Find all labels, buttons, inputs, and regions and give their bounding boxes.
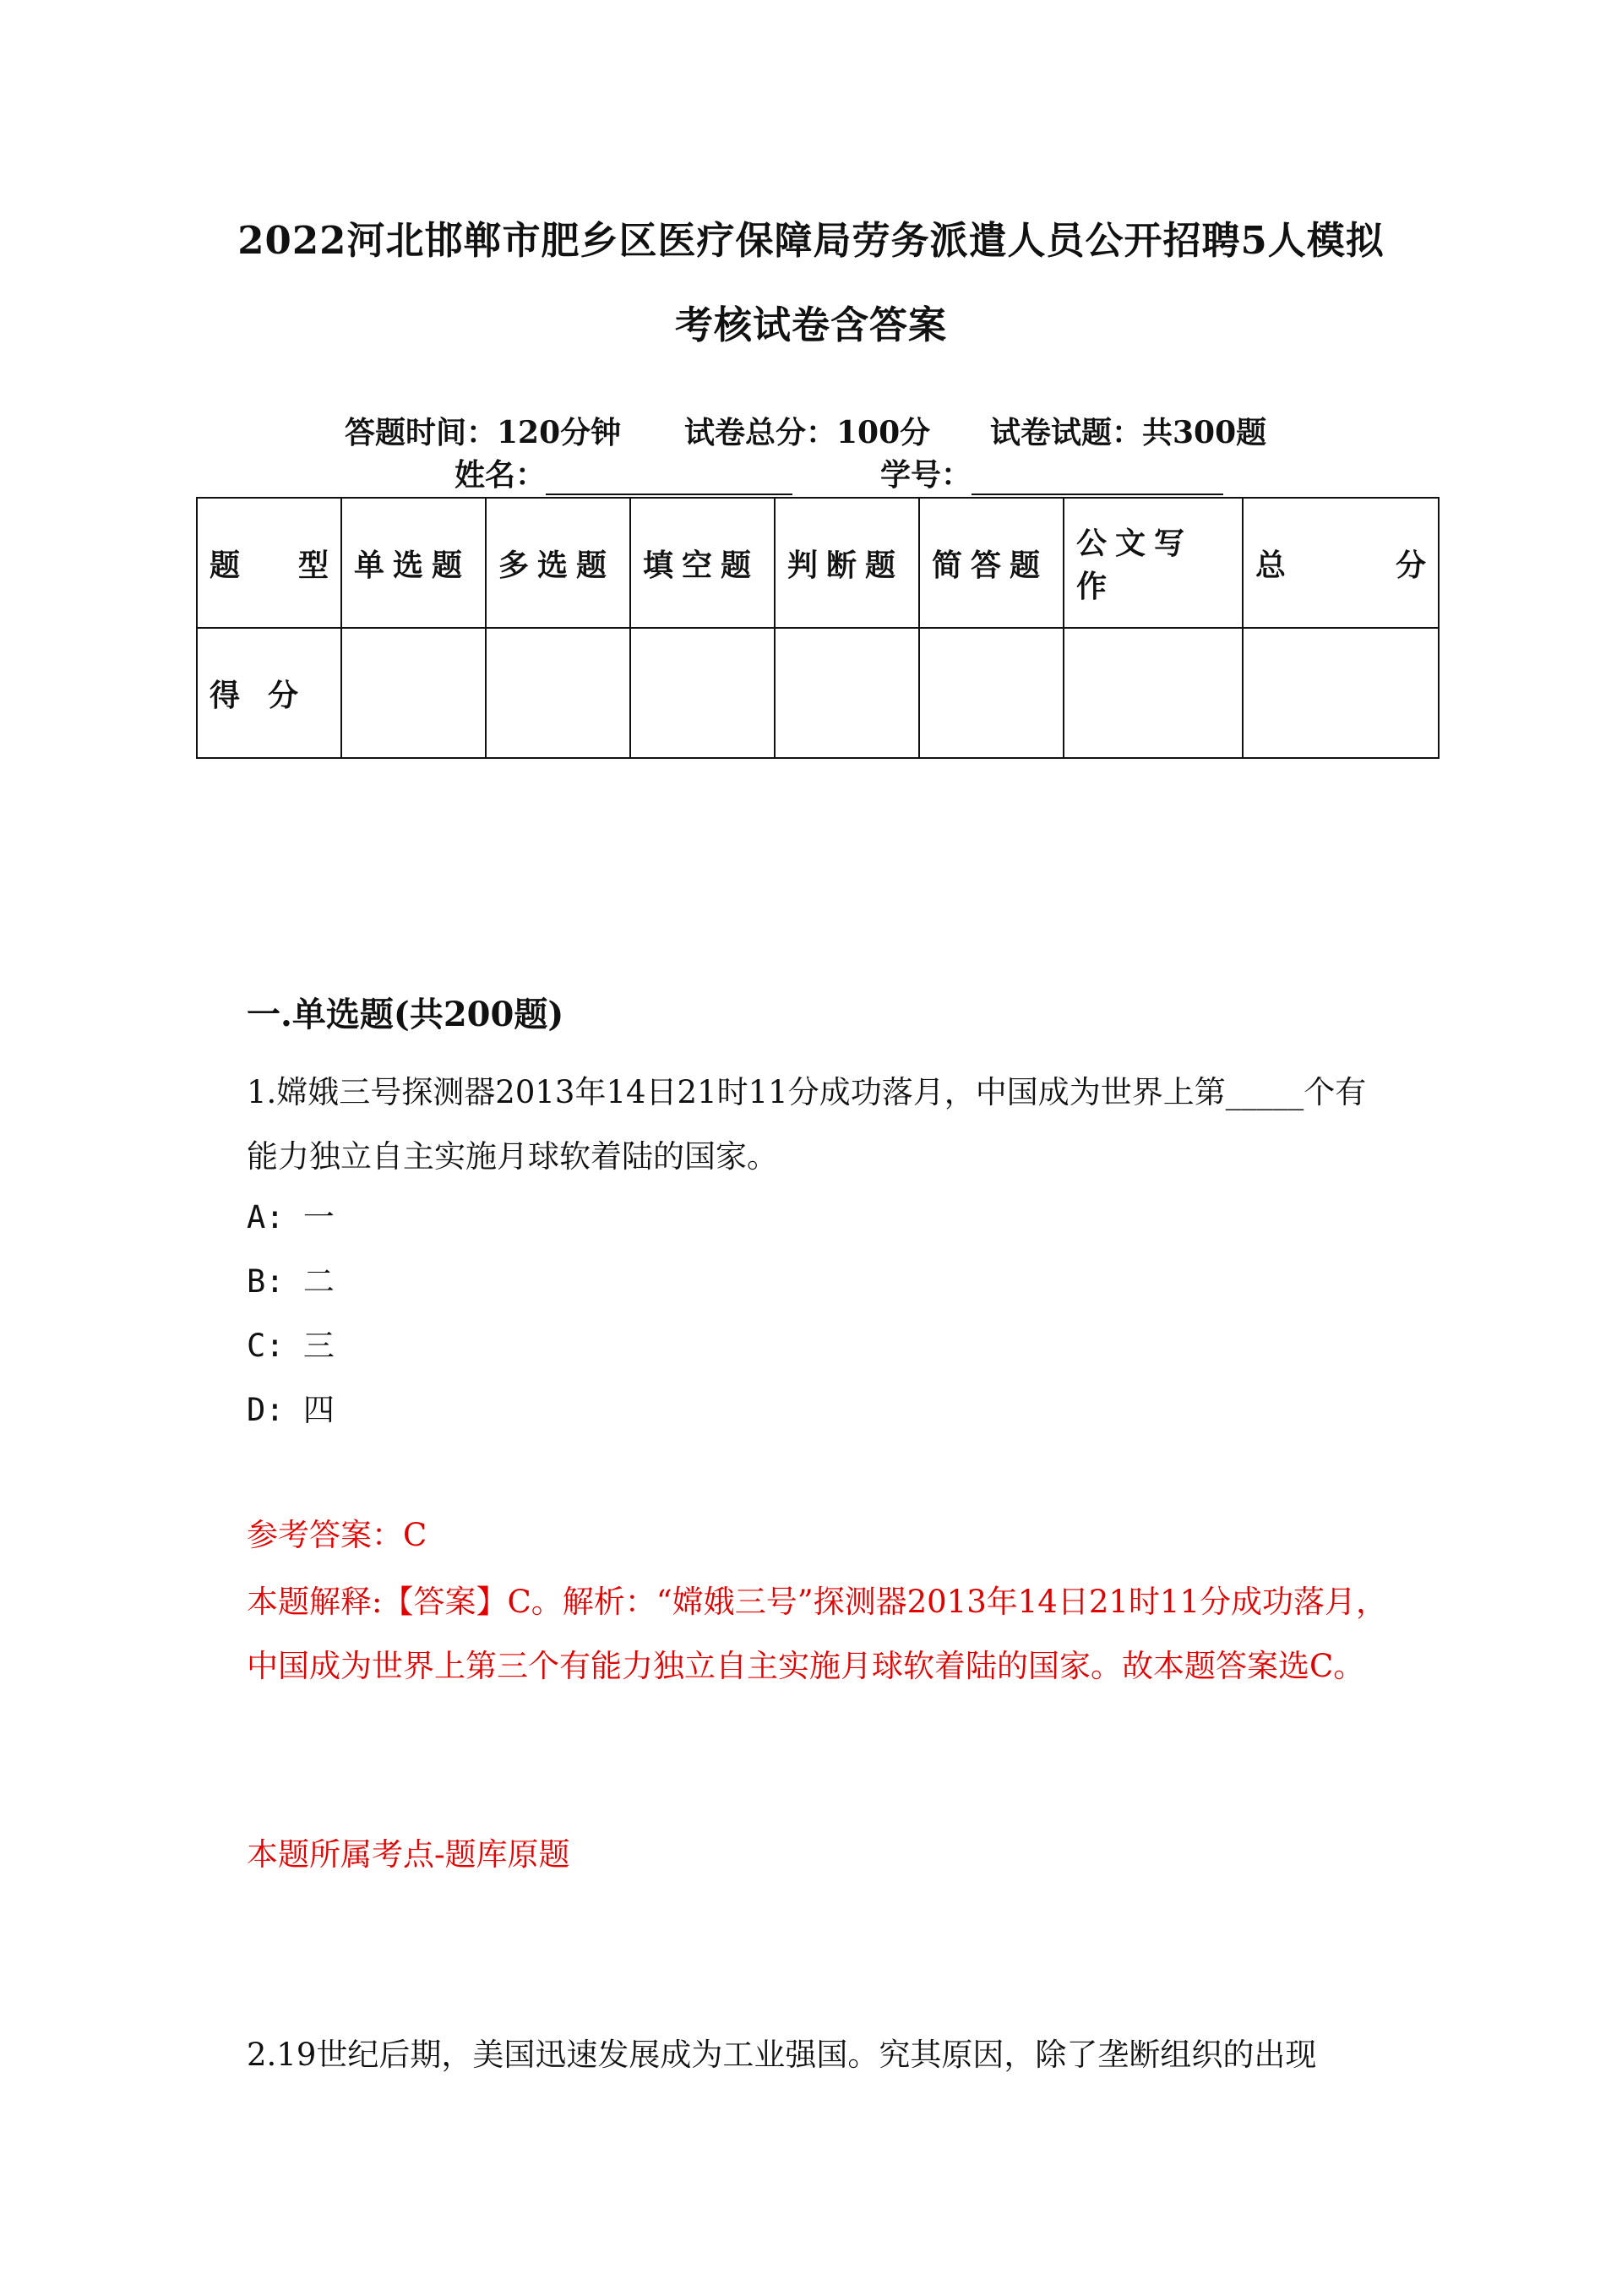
option-a: A: 一 [247,1199,335,1235]
header-official-writing: 公文写作 [1064,498,1243,628]
reference-answer: 参考答案：C [247,1517,427,1553]
header-fill-blank: 填空题 [630,498,775,628]
name-field [454,455,792,495]
score-cell [775,628,919,758]
header-multiple-choice: 多选题 [486,498,630,628]
score-cell [341,628,486,758]
name-label: 姓名： [454,457,547,493]
option-c: C: 三 [247,1328,335,1364]
score-table-header-row [197,498,1439,628]
header-question-type: 题 型 [197,498,341,628]
exam-time: 答题时间：120分钟 [345,415,622,450]
header-single-choice: 单选题 [341,498,486,628]
student-id-label: 学号： [880,457,972,493]
exam-question-count: 试卷试题：共300题 [990,415,1267,450]
name-blank [546,463,792,495]
header-total: 总 分 [1243,498,1439,628]
score-table [196,497,1440,759]
option-d: D: 四 [247,1392,335,1428]
score-cell [1064,628,1243,758]
knowledge-point: 本题所属考点-题库原题 [247,1836,570,1873]
score-cell [630,628,775,758]
document-title-line-1: 2022河北邯郸市肥乡区医疗保障局劳务派遣人员公开招聘5人模拟 [237,218,1385,263]
header-short-answer: 简答题 [919,498,1064,628]
row-label-score: 得 分 [197,628,341,758]
question-1-text: 1.嫦娥三号探测器2013年14日21时11分成功落月，中国成为世界上第_____个有能力独立自主实施月球软着陆的国家。 [247,1074,1367,1175]
question-2-text: 2.19世纪后期，美国迅速发展成为工业强国。究其原因，除了垄断组织的出现 [247,2037,1317,2073]
header-true-false: 判断题 [775,498,919,628]
exam-total-score: 试卷总分：100分 [684,415,931,450]
option-b: B: 二 [247,1263,335,1300]
document-title-line-2: 考核试卷含答案 [674,303,947,347]
student-id-blank [972,463,1223,495]
score-table-score-row [197,628,1439,758]
score-cell [486,628,630,758]
score-cell [1243,628,1439,758]
student-id-field [880,455,1223,495]
answer-explanation: 本题解释:【答案】C。解析：“嫦娥三号”探测器2013年14日21时11分成功落月，中国成为世界上第三个有能力独立自主实施月球软着陆的国家。故本题答案选C。 [247,1584,1388,1684]
section-title: 一.单选题(共200题) [247,995,564,1034]
score-cell [919,628,1064,758]
